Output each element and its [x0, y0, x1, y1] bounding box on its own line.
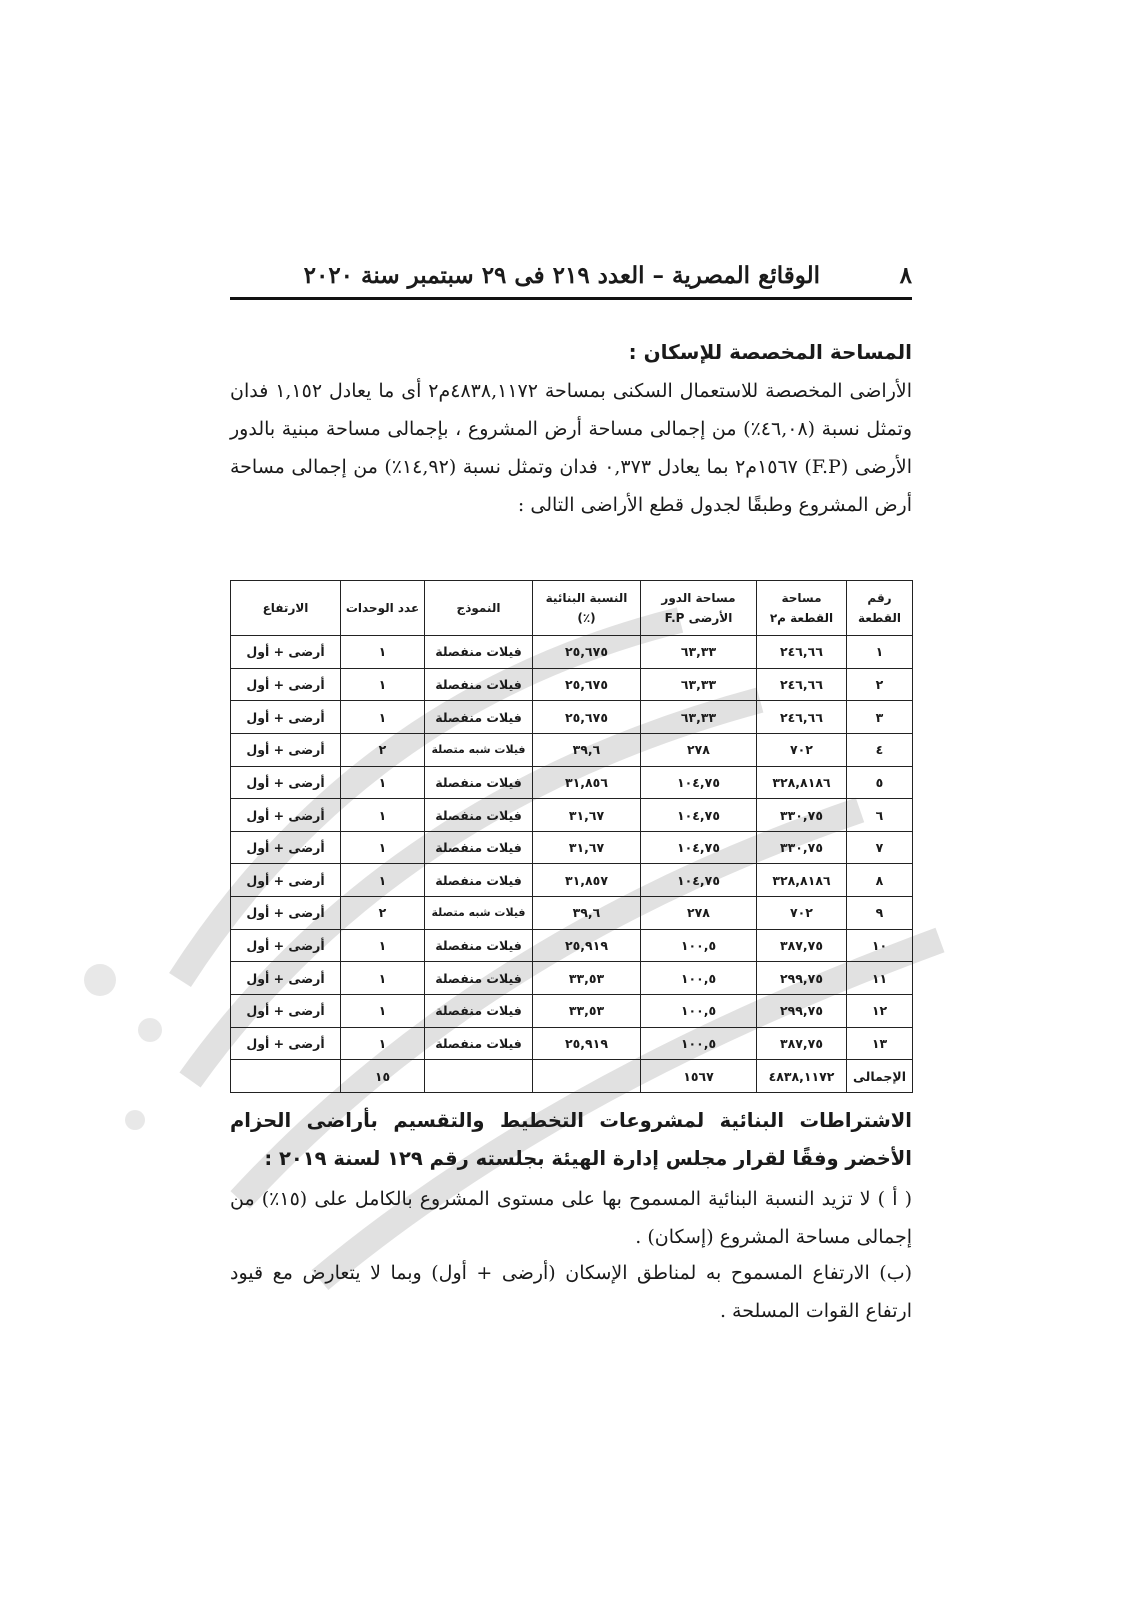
height-cell: أرضى + أول [231, 636, 341, 669]
units-cell: ١ [341, 766, 425, 799]
ratio-cell: ٣٣,٥٣ [533, 995, 641, 1028]
total-height-cell [231, 1060, 341, 1093]
col-height-header: الارتفاع [231, 581, 341, 636]
housing-paragraph: الأراضى المخصصة للاستعمال السكنى بمساحة ٤٨٣٨,١١٧٢م٢ أى ما يعادل ١,١٥٢ فدان وتمثل نسبة (٤٦,٠٨٪) من إجمالى مساحة أرض المشروع ، بإجمالى مساحة مبنية بالدور الأرضى (F.P) ١٥٦٧م٢ بما يعادل ٠,٣٧٣ فدان وتمثل نسبة (١٤,٩٢٪) من إجمالى مساحة أرض المشروع وطبقًا لجدول قطع الأراضى التالى : [230, 380, 912, 516]
gazette-title: الوقائع المصرية – العدد ٢١٩ فى ٢٩ سبتمبر سنة ٢٠٢٠ [303, 262, 820, 289]
fp-cell: ٢٧٨ [641, 897, 757, 930]
page-header [230, 256, 912, 300]
plot-cell: ١٠ [847, 929, 913, 962]
ratio-cell: ٢٥,٦٧٥ [533, 668, 641, 701]
units-cell: ١ [341, 636, 425, 669]
model-cell: فيلات شبه متصلة [425, 897, 533, 930]
height-cell: أرضى + أول [231, 962, 341, 995]
page-number: ٨ [899, 262, 912, 289]
col-fp-header: مساحة الدور الأرضى F.P [641, 581, 757, 636]
plot-cell: ٥ [847, 766, 913, 799]
model-cell: فيلات منفصلة [425, 766, 533, 799]
table-row [231, 668, 913, 701]
area-cell: ٣٢٨,٨١٨٦ [757, 864, 847, 897]
area-cell: ٧٠٢ [757, 733, 847, 766]
table-row [231, 799, 913, 832]
height-cell: أرضى + أول [231, 701, 341, 734]
plot-cell: ١٢ [847, 995, 913, 1028]
plot-cell: ١ [847, 636, 913, 669]
area-cell: ٣٨٧,٧٥ [757, 929, 847, 962]
fp-cell: ١٠٠,٥ [641, 929, 757, 962]
ratio-cell: ٢٥,٦٧٥ [533, 701, 641, 734]
height-cell: أرضى + أول [231, 995, 341, 1028]
area-cell: ٢٩٩,٧٥ [757, 995, 847, 1028]
total-area-cell: ٤٨٣٨,١١٧٢ [757, 1060, 847, 1093]
fp-cell: ٢٧٨ [641, 733, 757, 766]
total-label-cell: الإجمالى [847, 1060, 913, 1093]
ratio-cell: ٣١,٦٧ [533, 831, 641, 864]
header-rule [230, 297, 912, 300]
plot-cell: ٣ [847, 701, 913, 734]
units-cell: ١ [341, 668, 425, 701]
units-cell: ١ [341, 701, 425, 734]
ratio-cell: ٣٩,٦ [533, 733, 641, 766]
plot-cell: ٢ [847, 668, 913, 701]
conditions-title: الاشتراطات البنائية لمشروعات التخطيط والتقسيم بأراضى الحزام الأخضر وفقًا لقرار مجلس إدارة الهيئة بجلسته رقم ١٢٩ لسنة ٢٠١٩ : [230, 1109, 912, 1170]
ratio-cell: ٣١,٨٥٧ [533, 864, 641, 897]
table-row [231, 864, 913, 897]
height-cell: أرضى + أول [231, 1027, 341, 1060]
area-cell: ٢٤٦,٦٦ [757, 636, 847, 669]
model-cell: فيلات منفصلة [425, 668, 533, 701]
ratio-cell: ٣١,٨٥٦ [533, 766, 641, 799]
model-cell: فيلات منفصلة [425, 995, 533, 1028]
area-cell: ٧٠٢ [757, 897, 847, 930]
fp-cell: ١٠٤,٧٥ [641, 799, 757, 832]
units-cell: ١ [341, 1027, 425, 1060]
fp-cell: ١٠٤,٧٥ [641, 831, 757, 864]
units-cell: ١ [341, 864, 425, 897]
height-cell: أرضى + أول [231, 897, 341, 930]
units-cell: ١ [341, 799, 425, 832]
plot-cell: ١٣ [847, 1027, 913, 1060]
table-row [231, 1027, 913, 1060]
model-cell: فيلات منفصلة [425, 929, 533, 962]
condition-item-b: (ب) الارتفاع المسموح به لمناطق الإسكان (أرضى + أول) وبما لا يتعارض مع قيود ارتفاع القوات المسلحة . [230, 1262, 912, 1322]
col-ratio-header: النسبة البنائية (٪) [533, 581, 641, 636]
units-cell: ١ [341, 929, 425, 962]
area-cell: ٢٤٦,٦٦ [757, 668, 847, 701]
table-row [231, 897, 913, 930]
ratio-cell: ٢٥,٦٧٥ [533, 636, 641, 669]
model-cell: فيلات منفصلة [425, 799, 533, 832]
col-plot-header: رقم القطعة [847, 581, 913, 636]
fp-cell: ١٠٠,٥ [641, 995, 757, 1028]
units-cell: ٢ [341, 897, 425, 930]
plot-cell: ٧ [847, 831, 913, 864]
table-header-row [231, 581, 913, 636]
height-cell: أرضى + أول [231, 864, 341, 897]
units-cell: ١ [341, 962, 425, 995]
units-cell: ١ [341, 831, 425, 864]
area-cell: ٣٣٠,٧٥ [757, 799, 847, 832]
area-cell: ٢٤٦,٦٦ [757, 701, 847, 734]
model-cell: فيلات منفصلة [425, 1027, 533, 1060]
height-cell: أرضى + أول [231, 733, 341, 766]
table-total-row [231, 1060, 913, 1093]
model-cell: فيلات منفصلة [425, 636, 533, 669]
col-model-header: النموذج [425, 581, 533, 636]
plot-cell: ٩ [847, 897, 913, 930]
area-cell: ٣٣٠,٧٥ [757, 831, 847, 864]
table-row [231, 929, 913, 962]
col-area-header: مساحة القطعة م٢ [757, 581, 847, 636]
plots-table [230, 580, 913, 1093]
total-units-cell: ١٥ [341, 1060, 425, 1093]
ratio-cell: ٢٥,٩١٩ [533, 929, 641, 962]
total-ratio-cell [533, 1060, 641, 1093]
fp-cell: ٦٣,٣٣ [641, 636, 757, 669]
height-cell: أرضى + أول [231, 799, 341, 832]
area-cell: ٢٩٩,٧٥ [757, 962, 847, 995]
table-row [231, 831, 913, 864]
model-cell: فيلات منفصلة [425, 701, 533, 734]
plot-cell: ٨ [847, 864, 913, 897]
condition-item-a: ( أ ) لا تزيد النسبة البنائية المسموح بها على مستوى المشروع بالكامل على (١٥٪) من إجمالى مساحة المشروع (إسكان) . [230, 1188, 912, 1248]
table-row [231, 733, 913, 766]
units-cell: ١ [341, 995, 425, 1028]
section-title: المساحة المخصصة للإسكان : [628, 340, 912, 364]
area-cell: ٣٨٧,٧٥ [757, 1027, 847, 1060]
total-model-cell [425, 1060, 533, 1093]
height-cell: أرضى + أول [231, 668, 341, 701]
fp-cell: ١٠٠,٥ [641, 962, 757, 995]
area-cell: ٣٢٨,٨١٨٦ [757, 766, 847, 799]
fp-cell: ١٠٤,٧٥ [641, 766, 757, 799]
height-cell: أرضى + أول [231, 929, 341, 962]
model-cell: فيلات شبه متصلة [425, 733, 533, 766]
height-cell: أرضى + أول [231, 766, 341, 799]
ratio-cell: ٢٥,٩١٩ [533, 1027, 641, 1060]
model-cell: فيلات منفصلة [425, 962, 533, 995]
table-row [231, 701, 913, 734]
table-row [231, 636, 913, 669]
model-cell: فيلات منفصلة [425, 864, 533, 897]
units-cell: ٢ [341, 733, 425, 766]
fp-cell: ١٠٤,٧٥ [641, 864, 757, 897]
fp-cell: ٦٣,٣٣ [641, 668, 757, 701]
total-fp-cell: ١٥٦٧ [641, 1060, 757, 1093]
fp-cell: ٦٣,٣٣ [641, 701, 757, 734]
plot-cell: ٦ [847, 799, 913, 832]
ratio-cell: ٣٣,٥٣ [533, 962, 641, 995]
ratio-cell: ٣٩,٦ [533, 897, 641, 930]
ratio-cell: ٣١,٦٧ [533, 799, 641, 832]
col-units-header: عدد الوحدات [341, 581, 425, 636]
table-row [231, 995, 913, 1028]
height-cell: أرضى + أول [231, 831, 341, 864]
fp-cell: ١٠٠,٥ [641, 1027, 757, 1060]
model-cell: فيلات منفصلة [425, 831, 533, 864]
plot-cell: ٤ [847, 733, 913, 766]
table-row [231, 962, 913, 995]
plot-cell: ١١ [847, 962, 913, 995]
table-row [231, 766, 913, 799]
